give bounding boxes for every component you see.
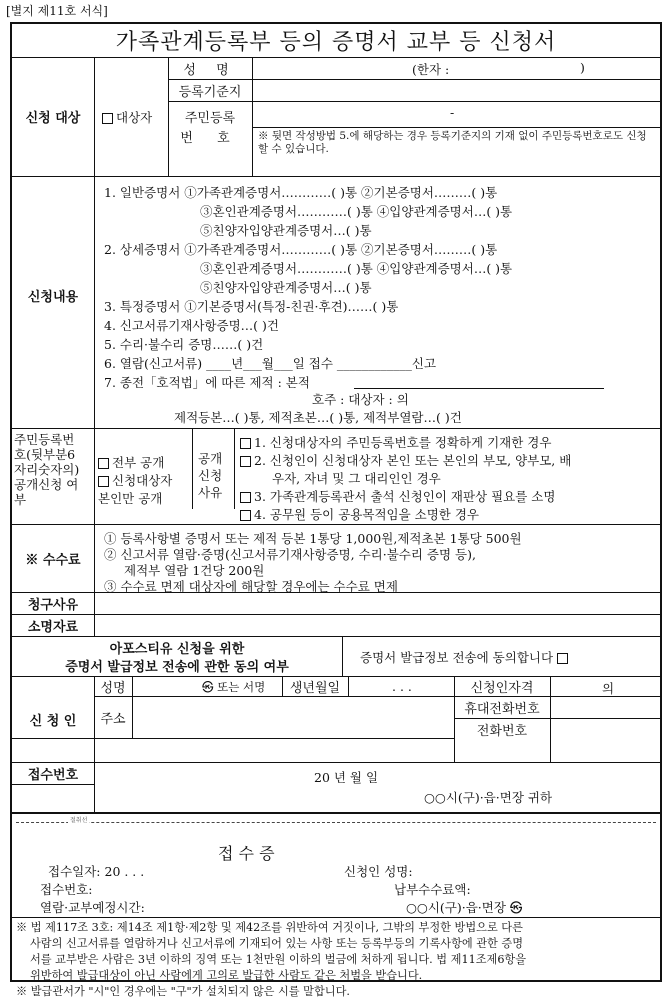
- form-number-label: [별지 제11호 서식]: [6, 4, 108, 18]
- checkbox-icon: [102, 113, 113, 124]
- proof-input[interactable]: [100, 616, 656, 634]
- address-input[interactable]: [136, 700, 448, 736]
- applicant-row-label: 신 청 인: [29, 713, 77, 729]
- claim-reason-input[interactable]: [100, 594, 656, 612]
- content-line-3: ⑤친양자입양관계증명서…( )통: [200, 223, 372, 238]
- content-line-10: 6. 열람(신고서류) ____년___월___일 접수 ____________신고: [104, 356, 437, 371]
- content-line-9: 5. 수리·불수리 증명……( )건: [104, 337, 264, 352]
- content-line-13: 제적등본…( )통, 제적초본…( )통, 제적부열람…( )건: [174, 410, 462, 425]
- stub-office: ○○시(구)·읍·면장 ㉿: [406, 900, 523, 915]
- checkbox-icon: [240, 510, 251, 521]
- applicant-name-input[interactable]: [136, 678, 196, 694]
- rrn-note: ※ 뒷면 작성방법 5.에 해당하는 경우 등록기준지의 기재 없이 주민등록번호로도 신청할 수 있습니다.: [258, 130, 647, 155]
- disclose-self-option-2: 본인만 공개: [98, 491, 163, 506]
- address-label: 주소: [100, 711, 126, 727]
- apostille-consent[interactable]: 증명서 발급정보 전송에 동의합니다: [360, 648, 571, 666]
- sign-label: ㉿ 또는 서명: [202, 680, 266, 694]
- content-line-2: ③혼인관계증명서…………( )통 ④입양관계증명서…( )통: [200, 204, 513, 219]
- applicant-name-label: 성명: [100, 680, 126, 696]
- rrn-disclosure-label: 주민등록번 호(뒷부분6 자리숫자의) 공개신청 여 부: [14, 432, 80, 507]
- content-line-12: 호주 : 대상자 : 의: [312, 392, 409, 407]
- apostille-label-2: 증명서 발급정보 전송에 관한 동의 여부: [65, 659, 289, 675]
- fee-line-4: ③ 수수료 면제 대상자에 해당할 경우에는 수수료 면제: [104, 579, 398, 594]
- qualification-label: 신청인자격: [470, 680, 534, 696]
- hanja-label: (한자 :: [412, 62, 450, 77]
- checkbox-icon: [240, 456, 251, 467]
- stub-receipt-no: 접수번호:: [40, 882, 93, 897]
- content-line-5: ③혼인관계증명서…………( )통 ④입양관계증명서…( )통: [200, 261, 513, 276]
- claim-reason-label: 청구사유: [27, 597, 79, 613]
- stub-receipt-date: 접수일자: 20 . . .: [48, 864, 145, 879]
- base-input[interactable]: [256, 81, 656, 99]
- phone-input[interactable]: [554, 721, 654, 737]
- checkbox-icon: [98, 476, 109, 487]
- content-line-11: 7. 종전「호적법」에 따른 제적 : 본적: [104, 375, 310, 390]
- reason-2[interactable]: 2. 신청인이 신청대상자 본인 또는 본인의 부모, 양부모, 배: [240, 451, 571, 469]
- reason-2-cont: 우자, 자녀 및 그 대리인인 경우: [272, 471, 441, 486]
- name-input[interactable]: [262, 60, 402, 76]
- hanja-close: ): [580, 60, 585, 75]
- disclose-self-option[interactable]: 신청대상자: [98, 471, 172, 489]
- date-line: 20 년 월 일: [314, 770, 379, 785]
- reason-1[interactable]: 1. 신청대상자의 주민등록번호를 정확하게 기재한 경우: [240, 433, 551, 451]
- note-line-2: 사람의 신고서류를 열람하거나 신고서류에 기재되어 있는 사항 또는 등록부등의 기록사항에 관한 증명: [30, 937, 524, 950]
- content-line-1: 1. 일반증명서 ①가족관계증명서…………( )통 ②기본증명서………( )통: [104, 185, 498, 200]
- content-row-label: 신청내용: [27, 289, 79, 305]
- fee-line-2: ② 신고서류 열람·증명(신고서류기재사항증명, 수리·불수리 증명 등),: [104, 547, 476, 562]
- base-label: 등록기준지: [178, 84, 242, 100]
- stub-applicant-name: 신청인 성명:: [344, 864, 413, 879]
- stub-fee-paid: 납부수수료액:: [394, 882, 471, 897]
- name-label: 성 명: [183, 62, 237, 78]
- form-title: 가족관계등록부 등의 증명서 교부 등 신청서: [12, 24, 660, 58]
- dob-input[interactable]: . . .: [392, 679, 412, 694]
- reason-3[interactable]: 3. 가족관계등록관서 출석 신청인이 재판상 필요를 소명: [240, 487, 555, 505]
- content-line-4: 2. 상세증명서 ①가족관계증명서…………( )통 ②기본증명서………( )통: [104, 242, 498, 257]
- note-line-1: ※ 법 제117조 3호: 제14조 제1항·제2항 및 제42조를 위반하여 거짓이나, 그밖의 부정한 방법으로 다른: [16, 921, 523, 934]
- reason-4[interactable]: 4. 공무원 등이 공용목적임을 소명한 경우: [240, 505, 479, 523]
- content-line-6: ⑤친양자입양관계증명서…( )통: [200, 280, 372, 295]
- rrn-dash: -: [450, 105, 455, 120]
- mobile-label: 휴대전화번호: [464, 701, 540, 717]
- note-line-3: 서를 교부받은 사람은 3년 이하의 징역 또는 1천만원 이하의 벌금에 처하게 됩니다. 법 제11조제6항을: [30, 953, 527, 966]
- qualification-value[interactable]: 의: [602, 681, 615, 696]
- checkbox-icon: [557, 653, 568, 664]
- dob-label: 생년월일: [289, 680, 341, 696]
- phone-label: 전화번호: [476, 723, 528, 739]
- proof-label: 소명자료: [27, 619, 79, 635]
- target-checkbox-label: 대상자: [116, 110, 153, 125]
- application-form: [10, 22, 662, 998]
- rrn-label-2: 번 호: [180, 130, 240, 146]
- apostille-label-1: 아포스티유 신청을 위한: [109, 641, 245, 657]
- stub-time: 열람·교부예정시간:: [40, 900, 145, 915]
- note-line-4: 위반하여 발급대상이 아닌 사람에게 고의로 발급한 사람도 같은 처벌을 받습니다.: [30, 969, 423, 982]
- checkbox-icon: [240, 492, 251, 503]
- fee-line-1: ① 등록사항별 증명서 또는 제적 등본 1통당 1,000원,제적초본 1통당 500원: [104, 531, 522, 546]
- reason-label: 공개 신청 사유: [198, 451, 223, 500]
- office-line: ○○시(구)·읍·면장 귀하: [424, 790, 553, 805]
- mobile-input[interactable]: [554, 699, 654, 715]
- target-row-label: 신청 대상: [25, 111, 81, 126]
- content-line-8: 4. 신고서류기재사항증명…( )건: [104, 318, 279, 333]
- rrn-label-1: 주민등록: [184, 110, 236, 126]
- legal-notes: [16, 920, 526, 1000]
- checkbox-icon: [98, 458, 109, 469]
- rrn-input[interactable]: [256, 103, 656, 125]
- note-line-5: ※ 발급관서가 "시"인 경우에는 "구"가 설치되지 않은 시를 말합니다.: [16, 985, 350, 998]
- checkbox-icon: [240, 438, 251, 449]
- fee-line-3: 제적부 열람 1건당 200원: [124, 563, 265, 578]
- receipt-no-label: 접수번호: [27, 767, 79, 783]
- fee-row-label: ※ 수수료: [25, 552, 81, 568]
- stub-title: 접 수 증: [218, 844, 275, 863]
- content-line-7: 3. 특정증명서 ①기본증명서(특정-친권·후견)……( )통: [104, 299, 399, 314]
- target-checkbox[interactable]: [102, 108, 152, 126]
- cut-line-label: 절취선: [70, 817, 88, 824]
- disclose-full-option[interactable]: 전부 공개: [98, 453, 164, 471]
